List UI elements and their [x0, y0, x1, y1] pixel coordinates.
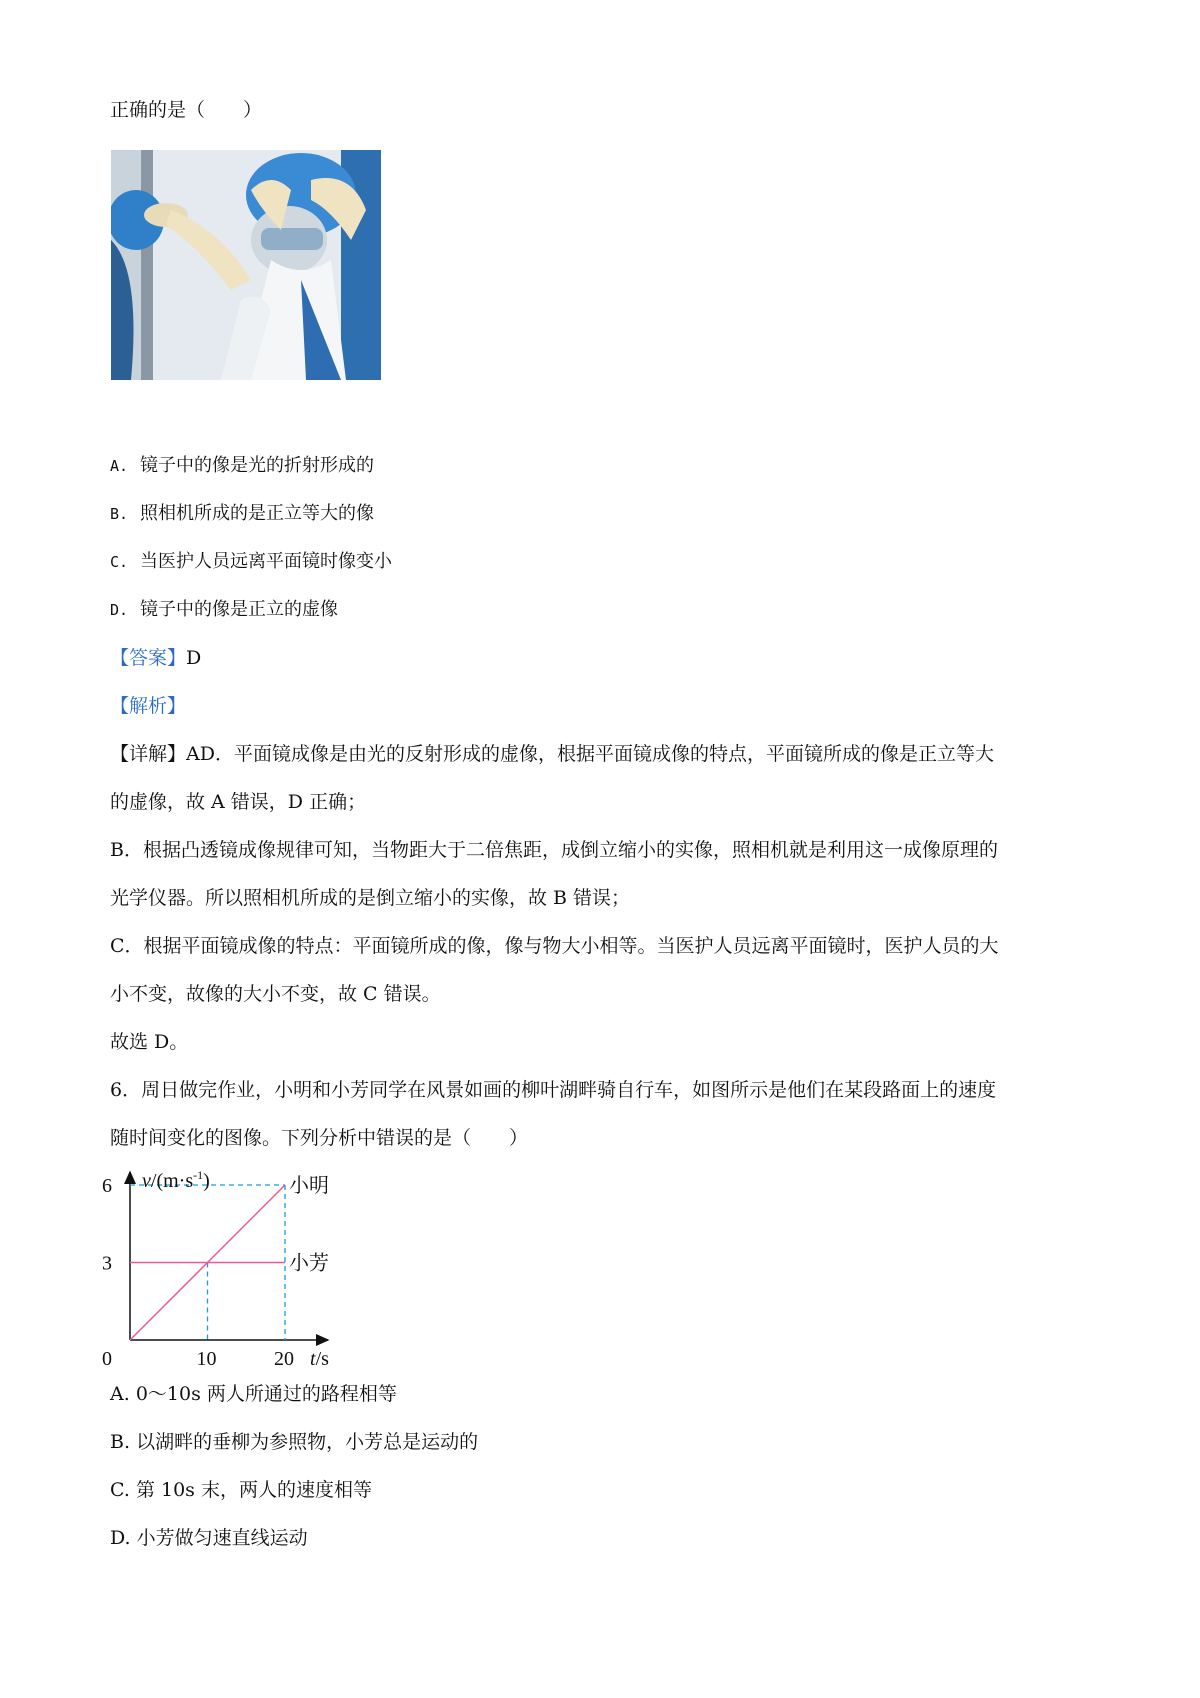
- option-text: 镜子中的像是正立的虚像: [140, 599, 338, 620]
- option-key: C.: [110, 1479, 130, 1501]
- detail-line-2: 的虚像，故 A 错误，D 正确；: [110, 791, 367, 813]
- y-tick-label-0: 3: [102, 1252, 112, 1275]
- q5-stem-tail: 正确的是（ ）: [110, 99, 263, 121]
- detail-line-6: 小不变，故像的大小不变，故 C 错误。: [110, 983, 441, 1005]
- answer-tag: 【答案】: [110, 647, 187, 669]
- option-key: C.: [110, 553, 129, 571]
- detail-line-7: 故选 D。: [110, 1031, 189, 1053]
- answer-line: [110, 646, 201, 670]
- q6-option-a[interactable]: [110, 1382, 397, 1406]
- medical-staff-mirror-photo: [111, 150, 381, 380]
- q6-option-d[interactable]: [110, 1526, 308, 1550]
- q6-stem-line-1: 6．周日做完作业，小明和小芳同学在风景如画的柳叶湖畔骑自行车，如图所示是他们在某段路面上的速度: [110, 1079, 997, 1101]
- series-label-0: 小明: [289, 1175, 329, 1197]
- x-tick-label-1: 10: [196, 1348, 217, 1370]
- q6-option-c[interactable]: [110, 1478, 372, 1502]
- series-label-1: 小芳: [289, 1252, 329, 1275]
- q5-option-b[interactable]: [110, 502, 374, 526]
- q5-option-d[interactable]: [110, 598, 338, 622]
- x-tick-label-2: 20: [274, 1348, 294, 1370]
- option-text: 照相机所成的是正立等大的像: [140, 503, 374, 524]
- option-text: 镜子中的像是光的折射形成的: [140, 455, 374, 476]
- detail-line-3: B．根据凸透镜成像规律可知，当物距大于二倍焦距，成倒立缩小的实像，照相机就是利用这一成像原理的: [110, 839, 998, 861]
- detail-line-1: 【详解】AD．平面镜成像是由光的反射形成的虚像，根据平面镜成像的特点，平面镜所成的像是正立等大: [110, 743, 994, 765]
- q5-option-a[interactable]: [110, 454, 374, 478]
- option-key: B.: [110, 1431, 131, 1453]
- x-tick-label-0: 0: [102, 1348, 112, 1370]
- option-text: 0～10s 两人所通过的路程相等: [135, 1383, 397, 1405]
- analysis-tag: 【解析】: [110, 695, 187, 717]
- option-text: 以湖畔的垂柳为参照物，小芳总是运动的: [136, 1431, 479, 1453]
- answer-value: D: [186, 647, 202, 669]
- option-key: D.: [110, 1527, 131, 1549]
- x-axis-label: t/s: [310, 1348, 329, 1370]
- option-key: A.: [110, 1383, 130, 1405]
- option-text: 小芳做匀速直线运动: [136, 1527, 308, 1549]
- option-key: D.: [110, 601, 129, 619]
- q6-stem-line-2: 随时间变化的图像。下列分析中错误的是（ ）: [110, 1127, 529, 1149]
- option-text: 第 10s 末，两人的速度相等: [135, 1479, 372, 1501]
- velocity-time-graph: [100, 1160, 400, 1370]
- detail-line-4: 光学仪器。所以照相机所成的是倒立缩小的实像，故 B 错误；: [110, 887, 631, 909]
- q6-option-b[interactable]: [110, 1430, 478, 1454]
- option-key: A.: [110, 457, 129, 475]
- option-text: 当医护人员远离平面镜时像变小: [140, 551, 392, 572]
- q5-option-c[interactable]: [110, 550, 392, 574]
- detail-line-5: C．根据平面镜成像的特点：平面镜所成的像，像与物大小相等。当医护人员远离平面镜时，医护人员的大: [110, 935, 999, 957]
- y-axis-label: $v/(m\cdot s^{-1})$: [142, 1168, 210, 1192]
- option-key: B.: [110, 505, 129, 523]
- y-tick-label-1: 6: [102, 1175, 112, 1197]
